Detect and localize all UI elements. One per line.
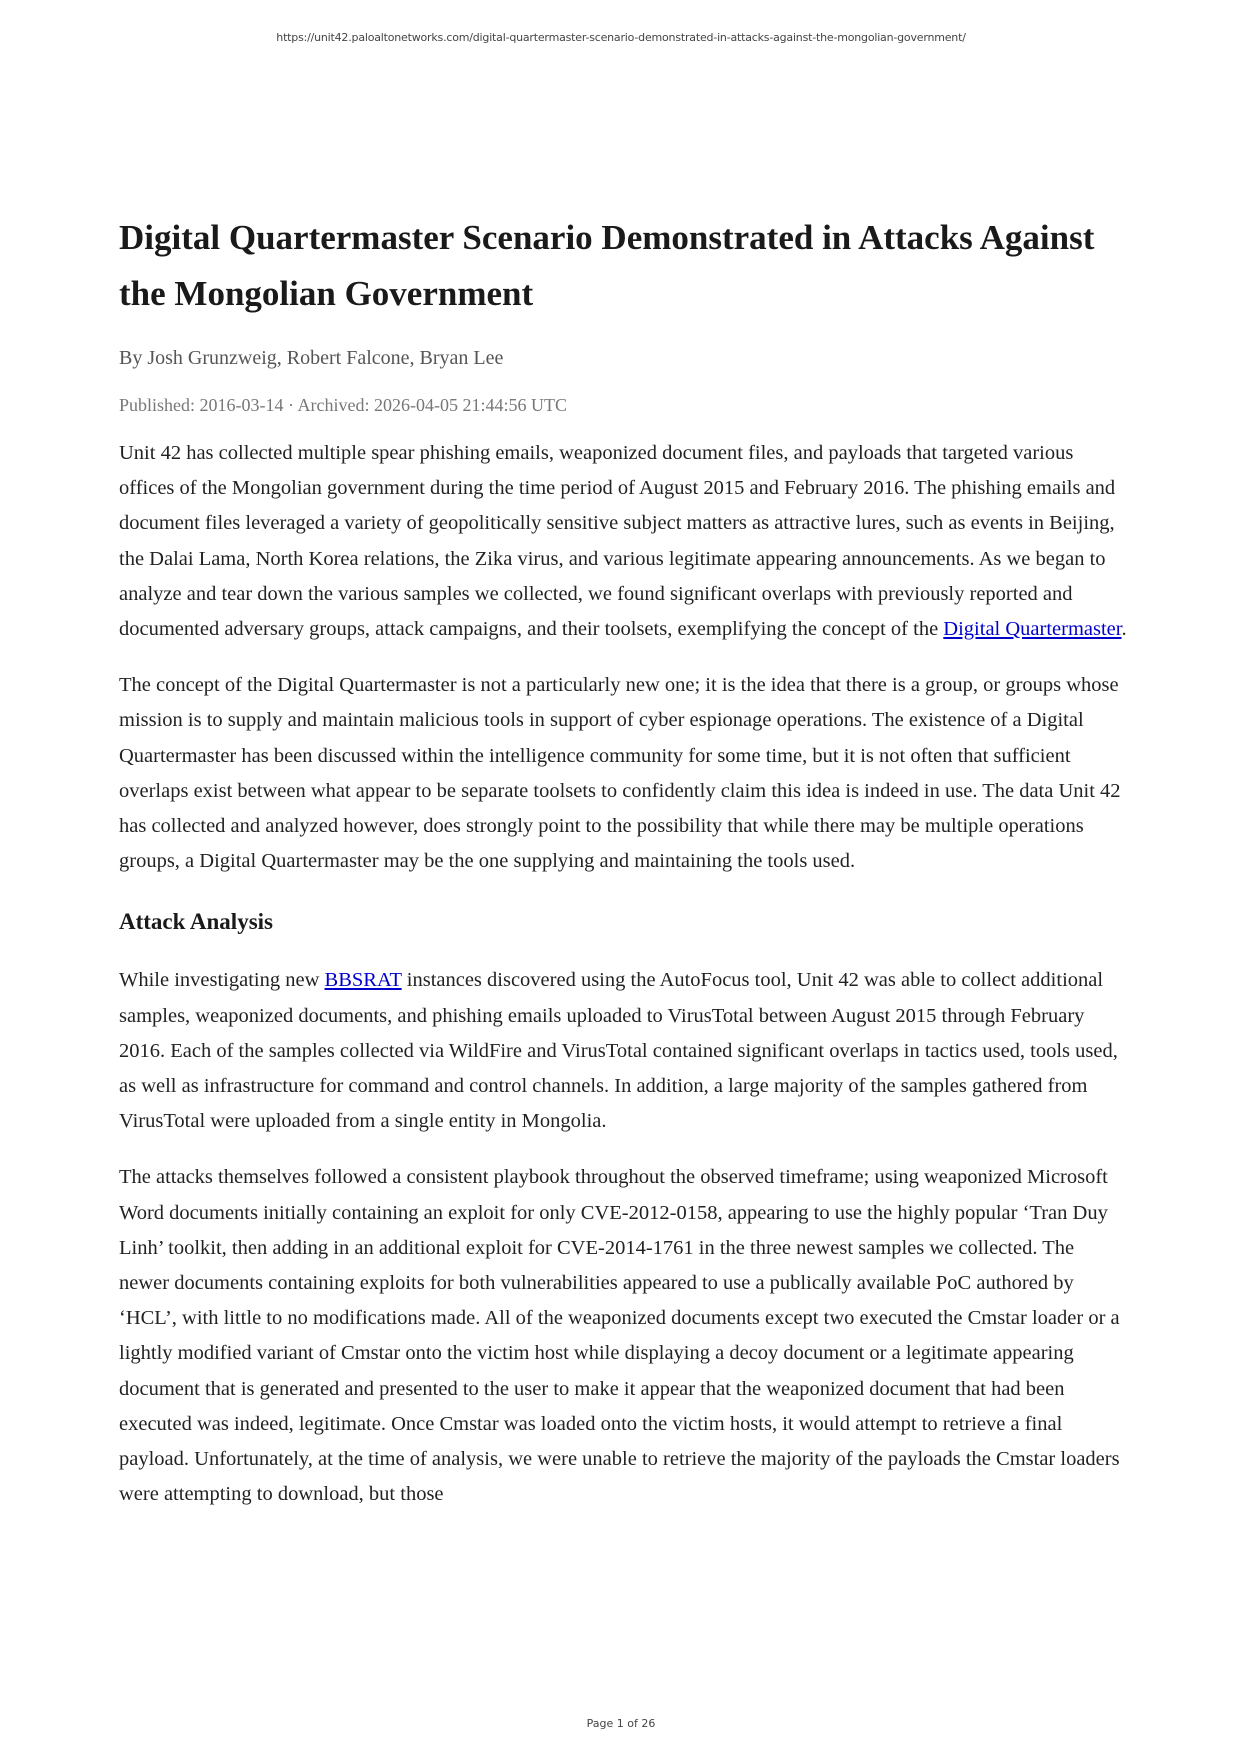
page-url-header: https://unit42.paloaltonetworks.com/digital-quartermaster-scenario-demonstrated-in-attacks-against-the-mongolian-government/ (276, 31, 966, 44)
paragraph-text: While investigating new (119, 969, 325, 992)
paragraph-text: instances discovered using the AutoFocus tool, Unit 42 was able to collect additional samples, weaponized documents, and phishing emails uploaded to VirusTotal between August 2015 through February 2016. Each of the samples collected via WildFire and VirusTotal contained significant overlaps in tactics used, tools used, as well as infrastructure for command and control channels. In addition, a large majority of the samples gathered from VirusTotal were uploaded from a single entity in Mongolia. (119, 969, 1118, 1133)
paragraph-text: . (1121, 618, 1127, 641)
article-meta: Published: 2016-03-14 · Archived: 2026-04-05 21:44:56 UTC (119, 395, 567, 415)
investigation-paragraph (119, 963, 1129, 1139)
page-number-footer: Page 1 of 26 (586, 1717, 656, 1730)
article-byline: By Josh Grunzweig, Robert Falcone, Bryan Lee (119, 347, 504, 369)
digital-quartermaster-link[interactable]: Digital Quartermaster (943, 618, 1122, 641)
section-heading-attack-analysis: Attack Analysis (119, 909, 273, 935)
bbsrat-link[interactable]: BBSRAT (324, 969, 402, 992)
concept-paragraph: The concept of the Digital Quartermaster is not a particularly new one; it is the idea that there is a group, or groups whose mission is to supply and maintain malicious tools in support of cyber espionage operations. The existence of a Digital Quartermaster has been discussed within the intelligence community for some time, but it is not often that sufficient overlaps exist between what appear to be separate toolsets to confidently claim this idea is indeed in use. The data Unit 42 has collected and analyzed however, does strongly point to the possibility that while there may be multiple operations groups, a Digital Quartermaster may be the one supplying and maintaining the tools used. (119, 674, 1121, 873)
article-title: Digital Quartermaster Scenario Demonstrated in Attacks Against the Mongolian Government (119, 218, 1095, 313)
article (119, 210, 1129, 1512)
attacks-playbook-paragraph: The attacks themselves followed a consistent playbook throughout the observed timeframe; using weaponized Microsoft Word documents initially containing an exploit for only CVE-2012-0158, appearing to use the highly popular ‘Tran Duy Linh’ toolkit, then adding in an additional exploit for CVE-2014-1761 in the three newest samples we collected. The newer documents containing exploits for both vulnerabilities appeared to use a publically available PoC authored by ‘HCL’, with little to no modifications made. All of the weaponized documents except two executed the Cmstar loader or a lightly modified variant of Cmstar onto the victim host while displaying a decoy document or a legitimate appearing document that is generated and presented to the user to make it appear that the weaponized document that had been executed was indeed, legitimate. Once Cmstar was loaded onto the victim hosts, it would attempt to retrieve a final payload. Unfortunately, at the time of analysis, we were unable to retrieve the majority of the payloads the Cmstar loaders were attempting to download, but those (119, 1166, 1120, 1506)
paragraph-text: Unit 42 has collected multiple spear phishing emails, weaponized document files, and payloads that targeted various offices of the Mongolian government during the time period of August 2015 and February 2016. The phishing emails and document files leveraged a variety of geopolitically sensitive subject matters as attractive lures, such as events in Beijing, the Dalai Lama, North Korea relations, the Zika virus, and various legitimate appearing announcements. As we began to analyze and tear down the various samples we collected, we found significant overlaps with previously reported and documented adversary groups, attack campaigns, and their toolsets, exemplifying the concept of the (119, 442, 1116, 641)
intro-paragraph (119, 436, 1129, 647)
